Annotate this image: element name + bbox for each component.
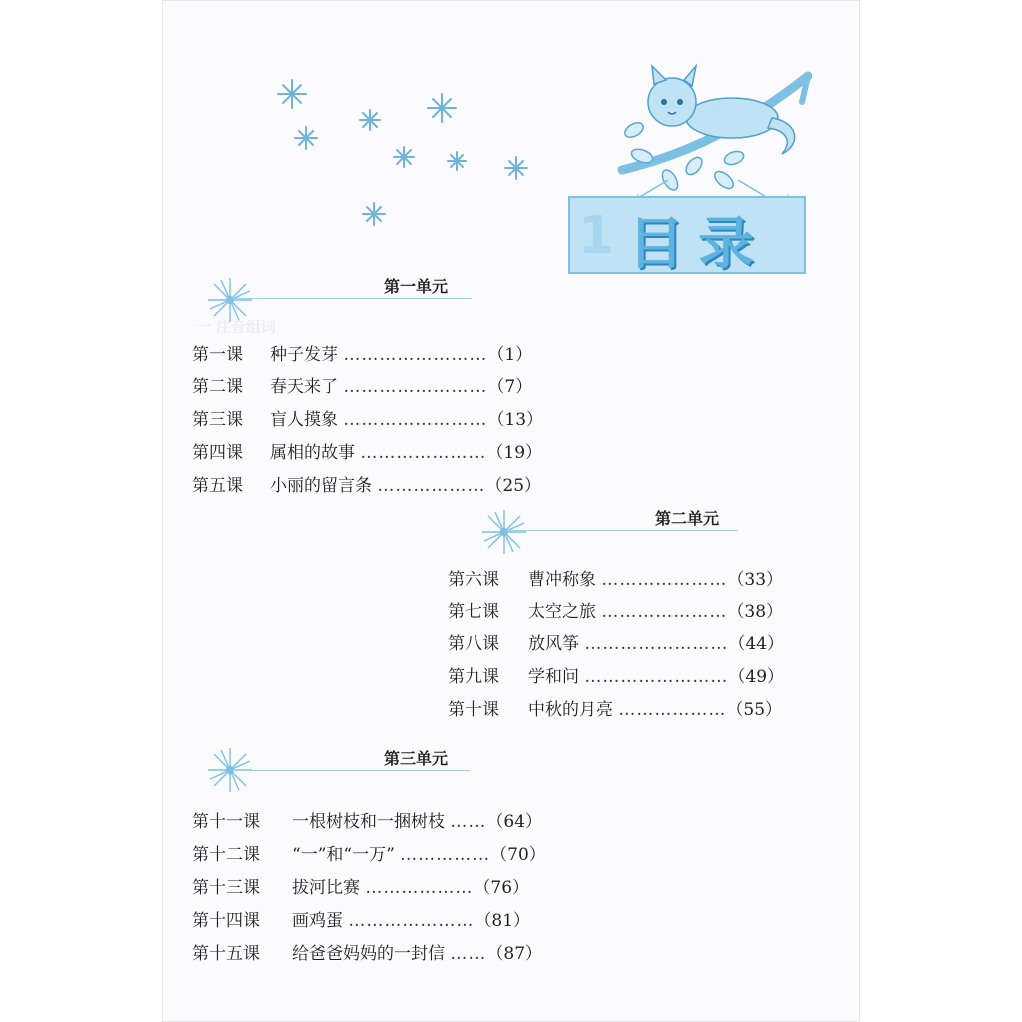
lesson-number: 第十五课 — [192, 944, 260, 964]
lesson-number: 第八课 — [448, 634, 499, 654]
stars-decoration — [268, 70, 538, 240]
lesson-title: 曹冲称象 — [528, 570, 596, 590]
lesson-title: 小丽的留言条 — [270, 476, 372, 496]
toc-entry-lesson-3[interactable] — [192, 405, 543, 430]
star-icon — [448, 152, 466, 170]
page-title: 目录 — [628, 212, 768, 277]
lesson-number: 第七课 — [448, 602, 499, 622]
toc-entry-lesson-15[interactable] — [192, 939, 542, 964]
leader-dots: …………………… — [343, 410, 488, 430]
lesson-title: 画鸡蛋 — [292, 911, 343, 931]
page-number: （7） — [487, 377, 533, 397]
toc-entry-lesson-13[interactable] — [192, 873, 529, 898]
page-number: （49） — [728, 667, 785, 687]
star-icon — [505, 157, 527, 179]
lesson-title: 给爸爸妈妈的一封信 — [292, 944, 445, 964]
lesson-title: 盲人摸象 — [270, 410, 338, 430]
page-number: （44） — [728, 634, 785, 654]
leader-dots: ……………… — [377, 476, 486, 496]
toc-entry-lesson-1[interactable] — [192, 340, 532, 365]
leader-dots: …………… — [400, 845, 491, 865]
leader-dots: …… — [450, 812, 487, 832]
leader-dots: ……………… — [365, 878, 474, 898]
page-number: （70） — [490, 845, 546, 865]
lesson-number: 第九课 — [448, 667, 499, 687]
page-number: （33） — [727, 570, 784, 590]
lesson-title: 中秋的月亮 — [528, 700, 613, 720]
leader-dots: ………………… — [348, 911, 475, 931]
dandelion-burst-icon — [204, 274, 256, 326]
lesson-number: 第五课 — [192, 476, 243, 496]
lesson-number: 第十二课 — [192, 845, 260, 865]
leader-dots: …………………… — [584, 667, 729, 687]
leader-dots: …………………… — [343, 377, 488, 397]
lesson-number: 第十课 — [448, 700, 499, 720]
toc-entry-lesson-6[interactable] — [448, 565, 783, 590]
unit-heading-2: 第二单元 — [655, 509, 720, 528]
toc-entry-lesson-2[interactable] — [192, 372, 532, 397]
leader-dots: …… — [450, 944, 487, 964]
leader-dots: …………………… — [584, 634, 729, 654]
lesson-title: “一”和“一万” — [292, 845, 395, 865]
page-number: （1） — [487, 345, 533, 365]
leader-dots: ……………… — [618, 700, 727, 720]
bleed-through-text: 一 注音组词 — [196, 318, 276, 336]
toc-entry-lesson-4[interactable] — [192, 438, 542, 463]
toc-entry-lesson-9[interactable] — [448, 662, 784, 687]
star-icon — [278, 80, 306, 108]
title-shadow-glyph: 1 — [578, 206, 615, 266]
page-number: （38） — [727, 602, 784, 622]
unit-underline — [506, 530, 738, 531]
leader-dots: ………………… — [360, 443, 487, 463]
unit-heading-3: 第三单元 — [384, 749, 449, 768]
lesson-number: 第十四课 — [192, 911, 260, 931]
page-number: （19） — [486, 443, 543, 463]
lesson-number: 第十三课 — [192, 878, 260, 898]
star-icon — [394, 147, 414, 167]
page-number: （76） — [473, 878, 530, 898]
toc-entry-lesson-10[interactable] — [448, 695, 782, 720]
page-number: （81） — [474, 911, 531, 931]
page-number: （64） — [486, 812, 543, 832]
toc-entry-lesson-8[interactable] — [448, 629, 784, 654]
page-number: （13） — [487, 410, 544, 430]
unit-heading-1: 第一单元 — [384, 277, 449, 296]
page-number: （25） — [485, 476, 542, 496]
toc-entry-lesson-5[interactable] — [192, 471, 541, 496]
dandelion-burst-icon — [478, 506, 530, 558]
lesson-number: 第一课 — [192, 345, 243, 365]
lesson-title: 种子发芽 — [270, 345, 338, 365]
toc-entry-lesson-7[interactable] — [448, 597, 783, 622]
lesson-title: 放风筝 — [528, 634, 579, 654]
star-icon — [360, 110, 380, 130]
lesson-number: 第六课 — [448, 570, 499, 590]
toc-entry-lesson-11[interactable] — [192, 807, 542, 832]
star-icon — [363, 203, 385, 225]
lesson-title: 学和问 — [528, 667, 579, 687]
lesson-title: 一根树枝和一捆树枝 — [292, 812, 445, 832]
outer-margin-left — [0, 0, 162, 1022]
star-icon — [428, 94, 456, 122]
lesson-number: 第十一课 — [192, 812, 260, 832]
star-icon — [295, 127, 317, 149]
lesson-title: 拔河比赛 — [292, 878, 360, 898]
lesson-title: 春天来了 — [270, 377, 338, 397]
page-number: （55） — [726, 700, 783, 720]
lesson-number: 第四课 — [192, 443, 243, 463]
leader-dots: ………………… — [601, 570, 728, 590]
toc-entry-lesson-12[interactable] — [192, 840, 546, 865]
leader-dots: ………………… — [601, 602, 728, 622]
lesson-title: 太空之旅 — [528, 602, 596, 622]
leader-dots: …………………… — [343, 345, 488, 365]
toc-entry-lesson-14[interactable] — [192, 906, 530, 931]
unit-underline — [232, 770, 470, 771]
outer-margin-right — [860, 0, 1022, 1022]
unit-underline — [232, 298, 472, 299]
page-number: （87） — [486, 944, 543, 964]
lesson-title: 属相的故事 — [270, 443, 355, 463]
lesson-number: 第二课 — [192, 377, 243, 397]
lesson-number: 第三课 — [192, 410, 243, 430]
